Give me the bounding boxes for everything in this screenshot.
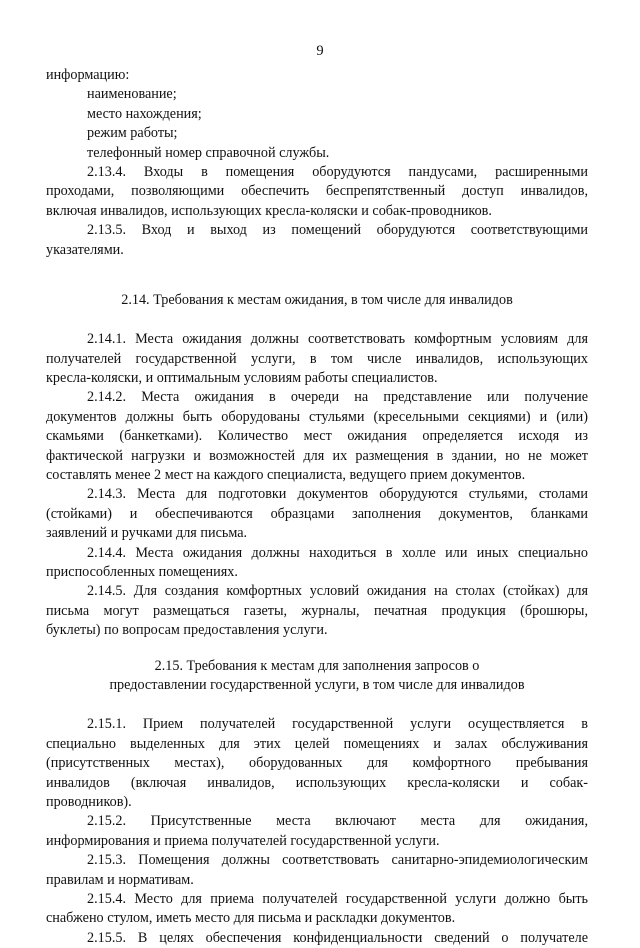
paragraph-line: 2.14.2. Места ожидания в очереди на представление или получение bbox=[87, 389, 588, 406]
paragraph-line: специально выделенных для этих целей помещениях и залах обслуживания bbox=[46, 735, 588, 752]
paragraph-line: 2.14.3. Места для подготовки документов оборудуются стульями, столами bbox=[87, 486, 588, 503]
paragraph-line: 2.13.4. Входы в помещения оборудуются пандусами, расширенными bbox=[87, 163, 588, 180]
paragraph-line: 2.15.4. Место для приема получателей государственной услуги должно быть bbox=[87, 890, 588, 907]
paragraph-line: проходами, позволяющими обеспечить беспрепятственный доступ инвалидов, bbox=[46, 183, 588, 200]
paragraph-line: кресла-коляски, и оптимальным условиям работы специалистов. bbox=[46, 370, 438, 387]
paragraph-2-13-4 bbox=[46, 163, 588, 221]
paragraph-line: указателями. bbox=[46, 241, 124, 258]
paragraph-line: составлять менее 2 мест на каждого специалиста, ведущего прием документов. bbox=[46, 467, 526, 484]
paragraph-2-14-1 bbox=[46, 330, 588, 388]
page-number: 9 bbox=[316, 43, 324, 59]
paragraph-line: (присутственных местах), оборудованных для комфортного пребывания bbox=[46, 755, 588, 772]
paragraph-line: 2.15.3. Помещения должны соответствовать санитарно-эпидемиологическим bbox=[87, 852, 588, 869]
paragraph-line: приспособленных помещениях. bbox=[46, 564, 238, 580]
paragraph-line: фактической нагрузки и возможностей для их размещения в здании, но не может bbox=[46, 447, 588, 464]
paragraph-line: 2.15.5. В целях обеспечения конфиденциальности сведений о получателе bbox=[87, 929, 588, 946]
paragraph-line: письма могут размещаться газеты, журналы, печатная продукция (брошюры, bbox=[46, 602, 588, 619]
info-list-intro: информацию: bbox=[46, 67, 130, 83]
paragraph-line: документов должны быть оборудованы стульями (кресельными секциями) и (или) bbox=[46, 408, 588, 425]
paragraph-2-15-3 bbox=[46, 851, 588, 890]
paragraph-2-15-2 bbox=[46, 812, 588, 851]
section-heading-2-14: 2.14. Требования к местам ожидания, в том числе для инвалидов bbox=[121, 291, 513, 308]
section-heading-line: 2.15. Требования к местам для заполнения запросов о bbox=[154, 657, 480, 674]
paragraph-2-15-1 bbox=[46, 715, 588, 812]
paragraph-line: 2.15.2. Присутственные места включают места для ожидания, bbox=[87, 813, 588, 830]
document-body bbox=[46, 66, 588, 948]
paragraph-2-15-5 bbox=[46, 929, 588, 948]
section-heading-line: предоставлении государственной услуги, в том числе для инвалидов bbox=[109, 676, 525, 693]
paragraph-2-14-4 bbox=[46, 544, 588, 583]
paragraph-line: 2.13.5. Вход и выход из помещений оборудуются соответствующими bbox=[87, 222, 588, 239]
paragraph-2-14-3 bbox=[46, 485, 588, 543]
paragraph-line: буклеты) по вопросам предоставления услуги. bbox=[46, 622, 328, 639]
list-item: телефонный номер справочной службы. bbox=[87, 144, 330, 161]
list-item: место нахождения; bbox=[87, 105, 202, 122]
list-item: режим работы; bbox=[87, 125, 178, 142]
section-heading-2-15 bbox=[46, 657, 588, 696]
paragraph-line: 2.15.1. Прием получателей государственной услуги осуществляется в bbox=[87, 716, 588, 733]
paragraph-line: включая инвалидов, использующих кресла-коляски и собак-проводников. bbox=[46, 202, 492, 219]
paragraph-line: 2.14.5. Для создания комфортных условий ожидания на столах (стойках) для bbox=[87, 583, 588, 600]
paragraph-line: проводников). bbox=[46, 793, 132, 810]
paragraph-2-14-5 bbox=[46, 582, 588, 640]
paragraph-2-15-4 bbox=[46, 890, 588, 929]
list-item: наименование; bbox=[87, 86, 177, 103]
paragraph-line: 2.14.4. Места ожидания должны находиться в холле или иных специально bbox=[87, 544, 588, 561]
paragraph-line: 2.14.1. Места ожидания должны соответствовать комфортным условиям для bbox=[87, 331, 588, 348]
paragraph-line: правилам и нормативам. bbox=[46, 871, 194, 888]
info-list bbox=[46, 66, 588, 163]
paragraph-line: получателей государственной услуги, в том числе инвалидов, использующих bbox=[46, 350, 588, 367]
paragraph-line: скамьями (банкетками). Количество мест ожидания определяется исходя из bbox=[46, 428, 588, 445]
paragraph-2-13-5 bbox=[46, 221, 588, 260]
paragraph-line: снабжено стулом, иметь место для письма и раскладки документов. bbox=[46, 910, 456, 927]
paragraph-2-14-2 bbox=[46, 388, 588, 485]
paragraph-line: заявлений и ручками для письма. bbox=[46, 525, 248, 542]
paragraph-line: информирования и приема получателей государственной услуги. bbox=[46, 832, 440, 849]
paragraph-line: (стойками) и обеспечиваются образцами заполнения документов, бланками bbox=[46, 505, 588, 522]
paragraph-line: инвалидов (включая инвалидов, использующих кресла-коляски и собак- bbox=[46, 774, 588, 791]
